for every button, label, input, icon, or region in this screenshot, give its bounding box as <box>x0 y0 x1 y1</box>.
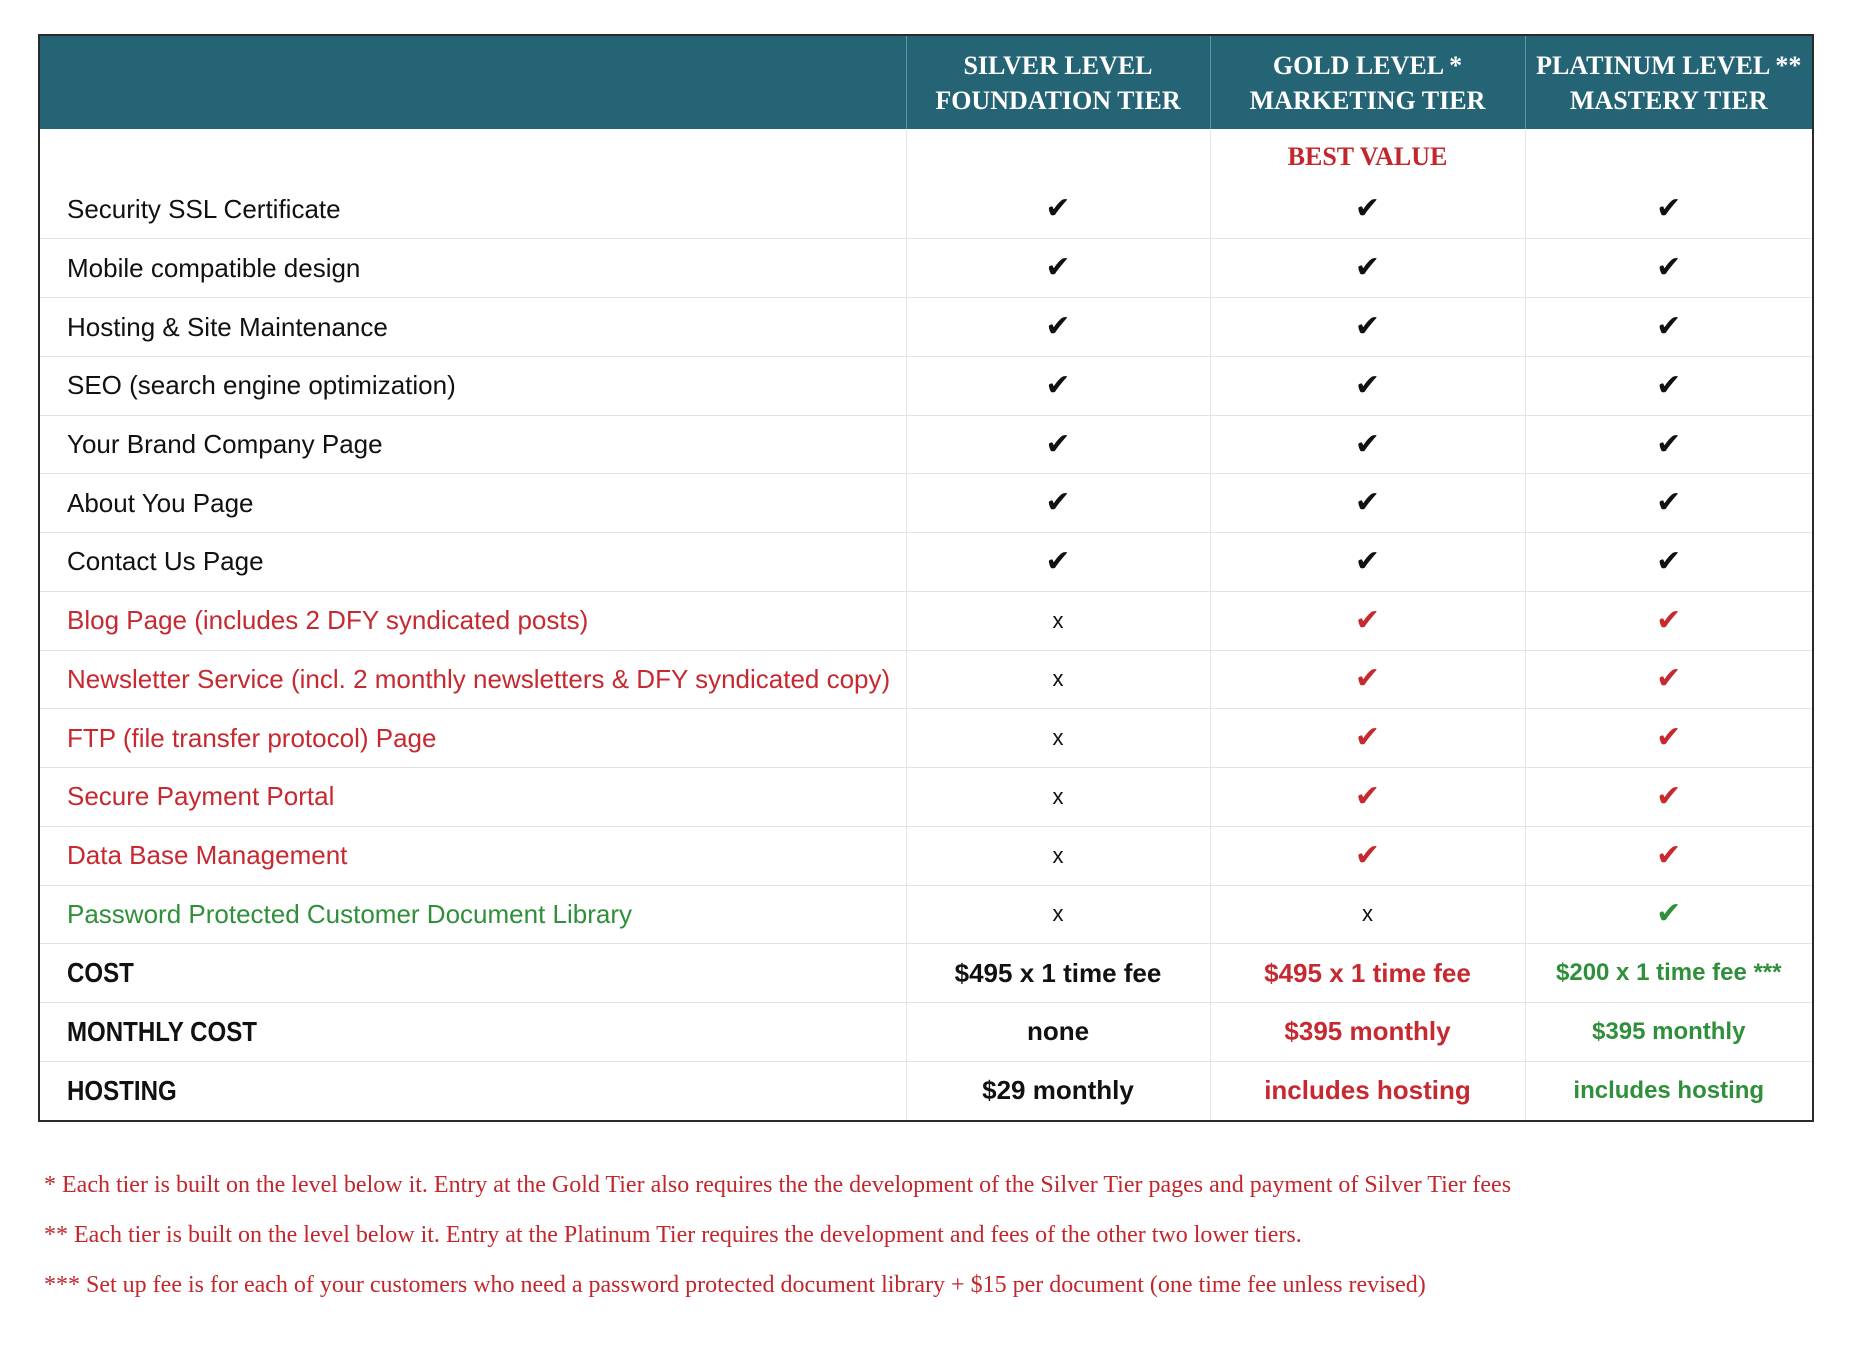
header-row <box>40 36 1812 129</box>
checkmark-icon: ✔ <box>1656 543 1682 579</box>
checkmark-icon: ✔ <box>1354 309 1381 345</box>
gold-availability <box>1210 650 1525 709</box>
feature-row <box>40 650 1812 709</box>
gold-availability <box>1210 415 1525 474</box>
silver-availability <box>906 415 1210 474</box>
checkmark-icon: ✔ <box>1656 602 1682 638</box>
checkmark-icon: ✔ <box>1656 309 1682 345</box>
feature-label: Secure Payment Portal <box>40 768 906 827</box>
checkmark-icon: ✔ <box>1656 661 1682 697</box>
cross-mark: x <box>1052 842 1064 868</box>
checkmark-icon: ✔ <box>1656 896 1682 932</box>
feature-label: Your Brand Company Page <box>40 415 906 474</box>
checkmark-icon: ✔ <box>1656 778 1682 814</box>
checkmark-icon: ✔ <box>1354 837 1381 873</box>
feature-label: Mobile compatible design <box>40 239 906 298</box>
gold-availability <box>1210 298 1525 357</box>
feature-row <box>40 298 1812 357</box>
cross-mark: x <box>1052 901 1064 927</box>
pricing-row <box>40 1061 1812 1120</box>
feature-label: Data Base Management <box>40 826 906 885</box>
checkmark-icon: ✔ <box>1354 720 1381 756</box>
platinum-availability <box>1525 768 1812 827</box>
silver-availability <box>906 826 1210 885</box>
checkmark-icon: ✔ <box>1045 250 1071 286</box>
header-gold-tier <box>1210 36 1525 129</box>
header-feature-blank <box>40 36 906 129</box>
silver-availability <box>906 298 1210 357</box>
checkmark-icon: ✔ <box>1354 250 1381 286</box>
feature-label: Security SSL Certificate <box>67 193 341 224</box>
checkmark-icon: ✔ <box>1354 485 1381 521</box>
platinum-availability <box>1525 591 1812 650</box>
feature-label: About You Page <box>40 474 906 533</box>
silver-availability <box>906 533 1210 592</box>
silver-tier-line2: FOUNDATION TIER <box>935 85 1181 115</box>
checkmark-icon: ✔ <box>1354 426 1381 462</box>
gold-availability <box>1210 356 1525 415</box>
feature-row <box>40 356 1812 415</box>
footnote-gold: * Each tier is built on the level below it. Entry at the Gold Tier also requires the the development of the Silver Tier pages and payment of Silver Tier fees <box>44 1172 1512 1198</box>
best-value-badge: BEST VALUE <box>1210 129 1525 180</box>
feature-row <box>40 885 1812 944</box>
silver-price: $29 monthly <box>906 1061 1210 1120</box>
pricing-label <box>40 1061 906 1120</box>
gold-availability <box>1210 885 1525 944</box>
gold-availability <box>1210 709 1525 768</box>
platinum-availability <box>1525 826 1812 885</box>
feature-label: Newsletter Service (incl. 2 monthly newsletters & DFY syndicated copy) <box>40 650 906 709</box>
pricing-label-text: HOSTING <box>67 1074 177 1106</box>
pricing-label-text: MONTHLY COST <box>67 1015 257 1047</box>
feature-label: Password Protected Customer Document Library <box>40 885 906 944</box>
silver-availability <box>906 180 1210 239</box>
cross-mark: x <box>1052 783 1064 809</box>
platinum-availability <box>1525 239 1812 298</box>
silver-price: $495 x 1 time fee <box>906 944 1210 1003</box>
silver-availability <box>906 474 1210 533</box>
silver-availability <box>906 650 1210 709</box>
platinum-availability <box>1525 474 1812 533</box>
cross-mark: x <box>1052 725 1064 751</box>
silver-tier-line1: SILVER LEVEL <box>963 50 1153 80</box>
gold-availability <box>1210 826 1525 885</box>
checkmark-icon: ✔ <box>1656 250 1682 286</box>
best-value-row <box>40 129 1812 180</box>
gold-availability <box>1210 533 1525 592</box>
cross-mark: x <box>1052 607 1064 633</box>
silver-availability <box>906 239 1210 298</box>
silver-availability <box>906 885 1210 944</box>
platinum-availability <box>1525 885 1812 944</box>
silver-availability <box>906 356 1210 415</box>
checkmark-icon: ✔ <box>1045 543 1071 579</box>
pricing-label <box>40 1002 906 1061</box>
pricing-row <box>40 944 1812 1003</box>
platinum-price: includes hosting <box>1525 1061 1812 1120</box>
platinum-tier-line2: MASTERY TIER <box>1569 85 1768 115</box>
pricing-table-frame <box>38 34 1814 1122</box>
checkmark-icon: ✔ <box>1354 661 1381 697</box>
header-silver-tier <box>906 36 1210 129</box>
checkmark-icon: ✔ <box>1045 426 1071 462</box>
cross-mark: x <box>1052 666 1064 692</box>
gold-availability <box>1210 591 1525 650</box>
checkmark-icon: ✔ <box>1354 602 1381 638</box>
feature-label: Blog Page (includes 2 DFY syndicated posts) <box>40 591 906 650</box>
feature-row <box>40 239 1812 298</box>
pricing-row <box>40 1002 1812 1061</box>
feature-row <box>40 415 1812 474</box>
footnote-setup-fee: *** Set up fee is for each of your customers who need a password protected document library + $15 per document (one time fee unless revised) <box>44 1272 1426 1298</box>
gold-tier-line1: GOLD LEVEL * <box>1272 50 1463 80</box>
platinum-availability <box>1525 415 1812 474</box>
checkmark-icon: ✔ <box>1656 367 1682 403</box>
platinum-availability <box>1525 650 1812 709</box>
checkmark-icon: ✔ <box>1045 309 1071 345</box>
feature-label: SEO (search engine optimization) <box>40 356 906 415</box>
feature-label: Hosting & Site Maintenance <box>40 298 906 357</box>
feature-row <box>40 768 1812 827</box>
silver-availability <box>906 768 1210 827</box>
feature-row <box>40 180 1812 239</box>
footnotes <box>44 1160 1824 1310</box>
pricing-label-text: COST <box>67 957 134 989</box>
gold-availability <box>1210 768 1525 827</box>
gold-availability <box>1210 239 1525 298</box>
feature-row <box>40 533 1812 592</box>
checkmark-icon: ✔ <box>1354 778 1381 814</box>
footnote-platinum: ** Each tier is built on the level below it. Entry at the Platinum Tier requires the development and fees of the other two lower tiers. <box>44 1222 1302 1248</box>
platinum-availability <box>1525 709 1812 768</box>
platinum-availability <box>1525 298 1812 357</box>
checkmark-icon: ✔ <box>1656 191 1682 227</box>
gold-price: includes hosting <box>1210 1061 1525 1120</box>
feature-row <box>40 709 1812 768</box>
checkmark-icon: ✔ <box>1354 543 1381 579</box>
checkmark-icon: ✔ <box>1045 485 1071 521</box>
gold-price: $395 monthly <box>1210 1002 1525 1061</box>
gold-tier-line2: MARKETING TIER <box>1249 85 1486 115</box>
platinum-availability <box>1525 533 1812 592</box>
platinum-availability <box>1525 180 1812 239</box>
feature-row <box>40 826 1812 885</box>
checkmark-icon: ✔ <box>1354 367 1381 403</box>
silver-availability <box>906 709 1210 768</box>
silver-price: none <box>906 1002 1210 1061</box>
platinum-tier-line1: PLATINUM LEVEL ** <box>1536 50 1802 80</box>
checkmark-icon: ✔ <box>1656 426 1682 462</box>
platinum-price: $200 x 1 time fee *** <box>1525 944 1812 1003</box>
cross-mark: x <box>1362 901 1373 927</box>
header-platinum-tier <box>1525 36 1812 129</box>
feature-label: FTP (file transfer protocol) Page <box>40 709 906 768</box>
gold-availability <box>1210 474 1525 533</box>
pricing-table <box>40 36 1812 1120</box>
feature-label: Contact Us Page <box>40 533 906 592</box>
feature-row <box>40 474 1812 533</box>
checkmark-icon: ✔ <box>1656 720 1682 756</box>
platinum-availability <box>1525 356 1812 415</box>
checkmark-icon: ✔ <box>1656 485 1682 521</box>
pricing-label <box>40 944 906 1003</box>
gold-price: $495 x 1 time fee <box>1210 944 1525 1003</box>
checkmark-icon: ✔ <box>1045 191 1071 227</box>
checkmark-icon: ✔ <box>1354 191 1381 227</box>
gold-availability <box>1210 180 1525 239</box>
feature-row <box>40 591 1812 650</box>
platinum-price: $395 monthly <box>1525 1002 1812 1061</box>
checkmark-icon: ✔ <box>1045 367 1071 403</box>
silver-availability <box>906 591 1210 650</box>
checkmark-icon: ✔ <box>1656 837 1682 873</box>
